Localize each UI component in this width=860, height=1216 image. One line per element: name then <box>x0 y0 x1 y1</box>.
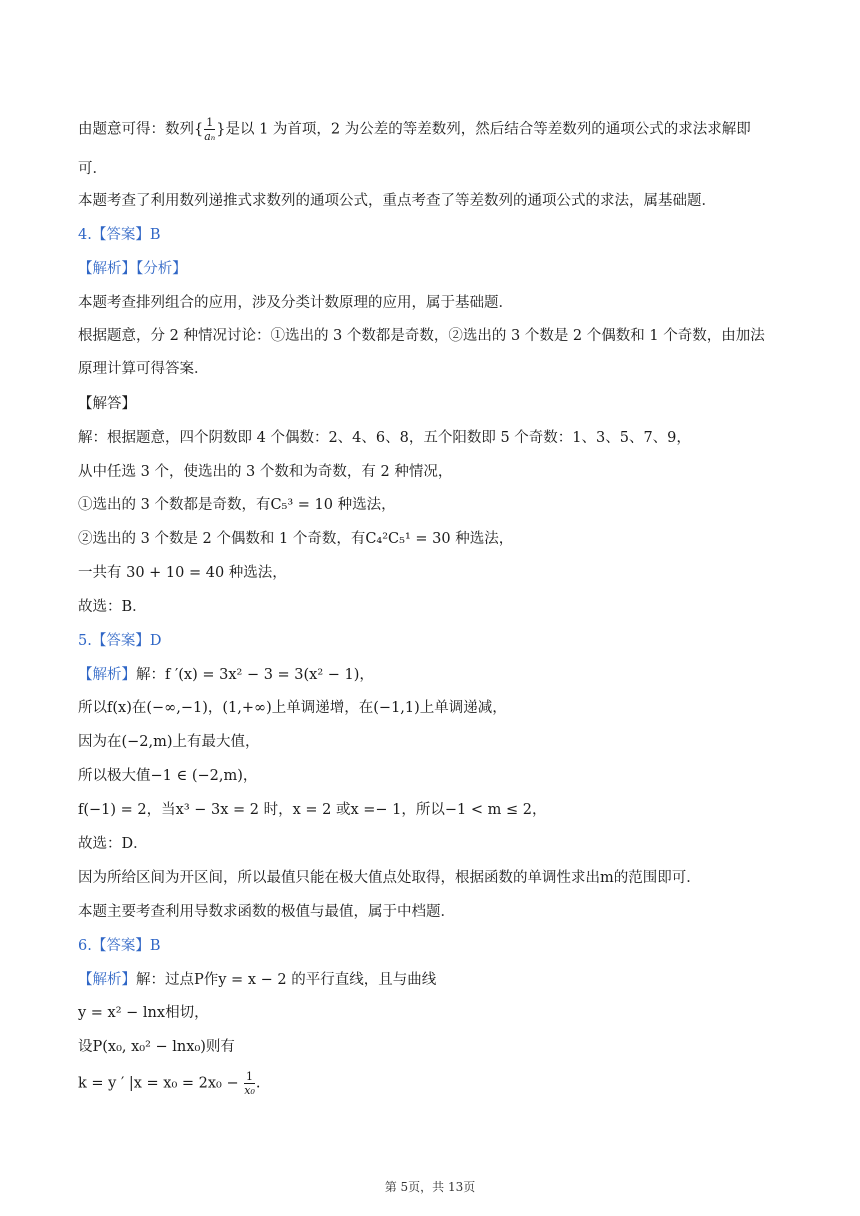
answer-heading-4: 4.【答案】B <box>78 227 161 243</box>
text-line: 设P(x₀, x₀² − lnx₀)则有 <box>78 1039 235 1055</box>
text-line: 故选：B． <box>78 599 147 615</box>
text-line: f(−1) = 2，当x³ − 3x = 2 时，x = 2 或x =− 1，所以−1 < m ≤ 2， <box>78 802 547 818</box>
text-segment: 解：过点P作y = x − 2 的平行直线，且与曲线 <box>136 972 437 988</box>
text-segment: 解：f ′(x) = 3x² − 3 = 3(x² − 1)， <box>136 667 374 683</box>
text-segment: 由题意可得：数列{ <box>78 121 204 138</box>
text-line: 所以f(x)在(−∞,−1)，(1,+∞)上单调递增，在(−1,1)上单调递减， <box>78 700 507 716</box>
text-segment: }是以 1 为首项，2 为公差的等差数列，然后结合等差数列的通项公式的求法求解即 <box>216 121 751 138</box>
analysis-heading: 【解析】【分析】 <box>78 261 187 277</box>
fraction-denominator: x₀ <box>244 1084 255 1097</box>
text-line: 根据题意，分 2 种情况讨论：①选出的 3 个数都是奇数，②选出的 3 个数是 2 个偶数和 1 个奇数，由加法 <box>78 328 765 344</box>
text-line: 本题考查排列组合的应用，涉及分类计数原理的应用，属于基础题． <box>78 295 513 311</box>
text-line <box>78 665 790 685</box>
text-line: y = x² − lnx相切， <box>78 1005 209 1021</box>
text-line: 原理计算可得答案． <box>78 361 209 377</box>
analysis-label: 【解析】 <box>78 667 136 683</box>
text-line: 因为在(−2,m)上有最大值， <box>78 734 260 750</box>
text-line <box>78 970 790 990</box>
text-line: ②选出的 3 个数是 2 个偶数和 1 个奇数，有C₄²C₅¹ = 30 种选法， <box>78 531 514 547</box>
text-line: 从中任选 3 个，使选出的 3 个数和为奇数，有 2 种情况， <box>78 464 453 480</box>
text-line: 因为所给区间为开区间，所以最值只能在极大值点处取得，根据函数的单调性求出m的范围即可． <box>78 870 701 886</box>
page-footer: 第 5页，共 13页 <box>384 1180 476 1194</box>
text-line: ①选出的 3 个数都是奇数，有C₅³ = 10 种选法， <box>78 497 396 513</box>
text-segment: k = y ′ |x = x₀ = 2x₀ − <box>78 1075 244 1092</box>
text-line: 故选：D． <box>78 836 148 852</box>
text-line: 可． <box>78 161 107 177</box>
analysis-label: 【解析】 <box>78 972 136 988</box>
fraction-numerator: 1 <box>204 117 215 130</box>
text-segment: . <box>255 1075 261 1092</box>
fraction-denominator: aₙ <box>204 130 216 143</box>
text-line <box>78 1071 790 1096</box>
text-line <box>78 117 790 142</box>
text-line: 一共有 30 + 10 = 40 种选法， <box>78 565 287 581</box>
text-line: 解：根据题意，四个阴数即 4 个偶数：2、4、6、8，五个阳数即 5 个奇数：1、3、5、7、9， <box>78 430 691 446</box>
solution-heading: 【解答】 <box>78 396 136 412</box>
fraction <box>204 117 215 142</box>
fraction <box>244 1071 255 1096</box>
answer-heading-6: 6.【答案】B <box>78 938 161 954</box>
answer-heading-5: 5.【答案】D <box>78 633 162 649</box>
text-line: 本题主要考查利用导数求函数的极值与最值，属于中档题． <box>78 904 455 920</box>
fraction-numerator: 1 <box>246 1070 254 1083</box>
text-line: 本题考查了利用数列递推式求数列的通项公式，重点考查了等差数列的通项公式的求法，属基础题． <box>78 193 716 209</box>
text-line: 所以极大值−1 ∈ (−2,m)， <box>78 768 258 784</box>
